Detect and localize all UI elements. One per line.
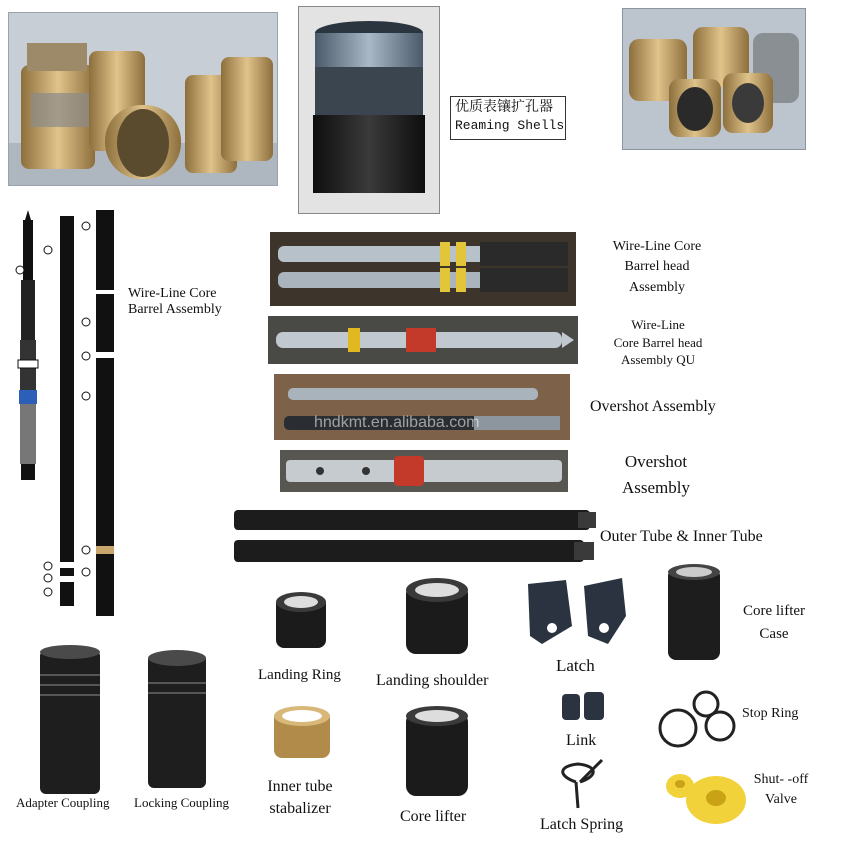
adapter-coupling-label: Adapter Coupling: [16, 795, 110, 810]
inner-tube-stabalizer-image: [270, 702, 334, 764]
inner-tube-stabalizer-label: Inner tube stabalizer: [267, 778, 333, 818]
link-label: Link: [566, 732, 597, 749]
core-lifter-image: [402, 702, 472, 800]
core-lifter-label: Core lifter: [400, 808, 467, 825]
core-lifter-case-image: [662, 560, 726, 664]
landing-ring-label: Landing Ring: [258, 667, 341, 683]
overshot-photo: [280, 450, 568, 492]
core-lifter-case-label: Core lifter Case: [742, 603, 806, 642]
watermark-text: hndkmt.en.alibaba.com: [314, 414, 480, 431]
head-assembly-qu-label: Wire-Line Core Barrel head Assembly QU: [613, 317, 703, 368]
landing-shoulder-label: Landing shoulder: [376, 672, 489, 689]
adapter-coupling-image: [34, 644, 106, 796]
latch-spring-image: [548, 752, 608, 810]
stop-ring-image: [656, 686, 740, 754]
reaming-shells-gold-photo: [8, 12, 278, 186]
reaming-shells-english: Reaming Shells: [455, 118, 565, 133]
landing-shoulder-image: [402, 576, 472, 660]
shutoff-valve-image: [662, 764, 748, 828]
latch-spring-label: Latch Spring: [540, 816, 624, 833]
overshot-assembly-photo: [274, 374, 570, 440]
reaming-shell-black-photo: [298, 6, 440, 214]
stop-ring-label: Stop Ring: [742, 706, 799, 721]
shutoff-valve-label: Shut- -off Valve: [753, 772, 809, 807]
head-assembly-qu-photo: [268, 316, 578, 364]
link-image: [560, 690, 608, 726]
overshot-label: Overshot Assembly: [622, 452, 690, 497]
locking-coupling-label: Locking Coupling: [134, 795, 229, 810]
core-bits-photo: [622, 8, 806, 150]
locking-coupling-image: [140, 648, 214, 790]
outer-inner-tube-label: Outer Tube & Inner Tube: [600, 528, 763, 545]
wireline-core-barrel-assembly-label: Wire-Line Core Barrel Assembly: [128, 286, 222, 318]
outer-inner-tube-image: [234, 508, 598, 566]
reaming-shells-chinese: 优质表镶扩孔器: [455, 99, 553, 115]
latch-label: Latch: [556, 656, 595, 675]
head-assembly-label: Wire-Line Core Barrel head Assembly: [612, 239, 702, 295]
overshot-assembly-label: Overshot Assembly: [590, 398, 716, 415]
reaming-shells-caption-box: [450, 96, 566, 140]
head-assembly-photo: [270, 232, 576, 306]
wireline-core-barrel-diagram: [8, 210, 128, 620]
latch-image: [522, 576, 632, 648]
landing-ring-image: [270, 588, 332, 658]
